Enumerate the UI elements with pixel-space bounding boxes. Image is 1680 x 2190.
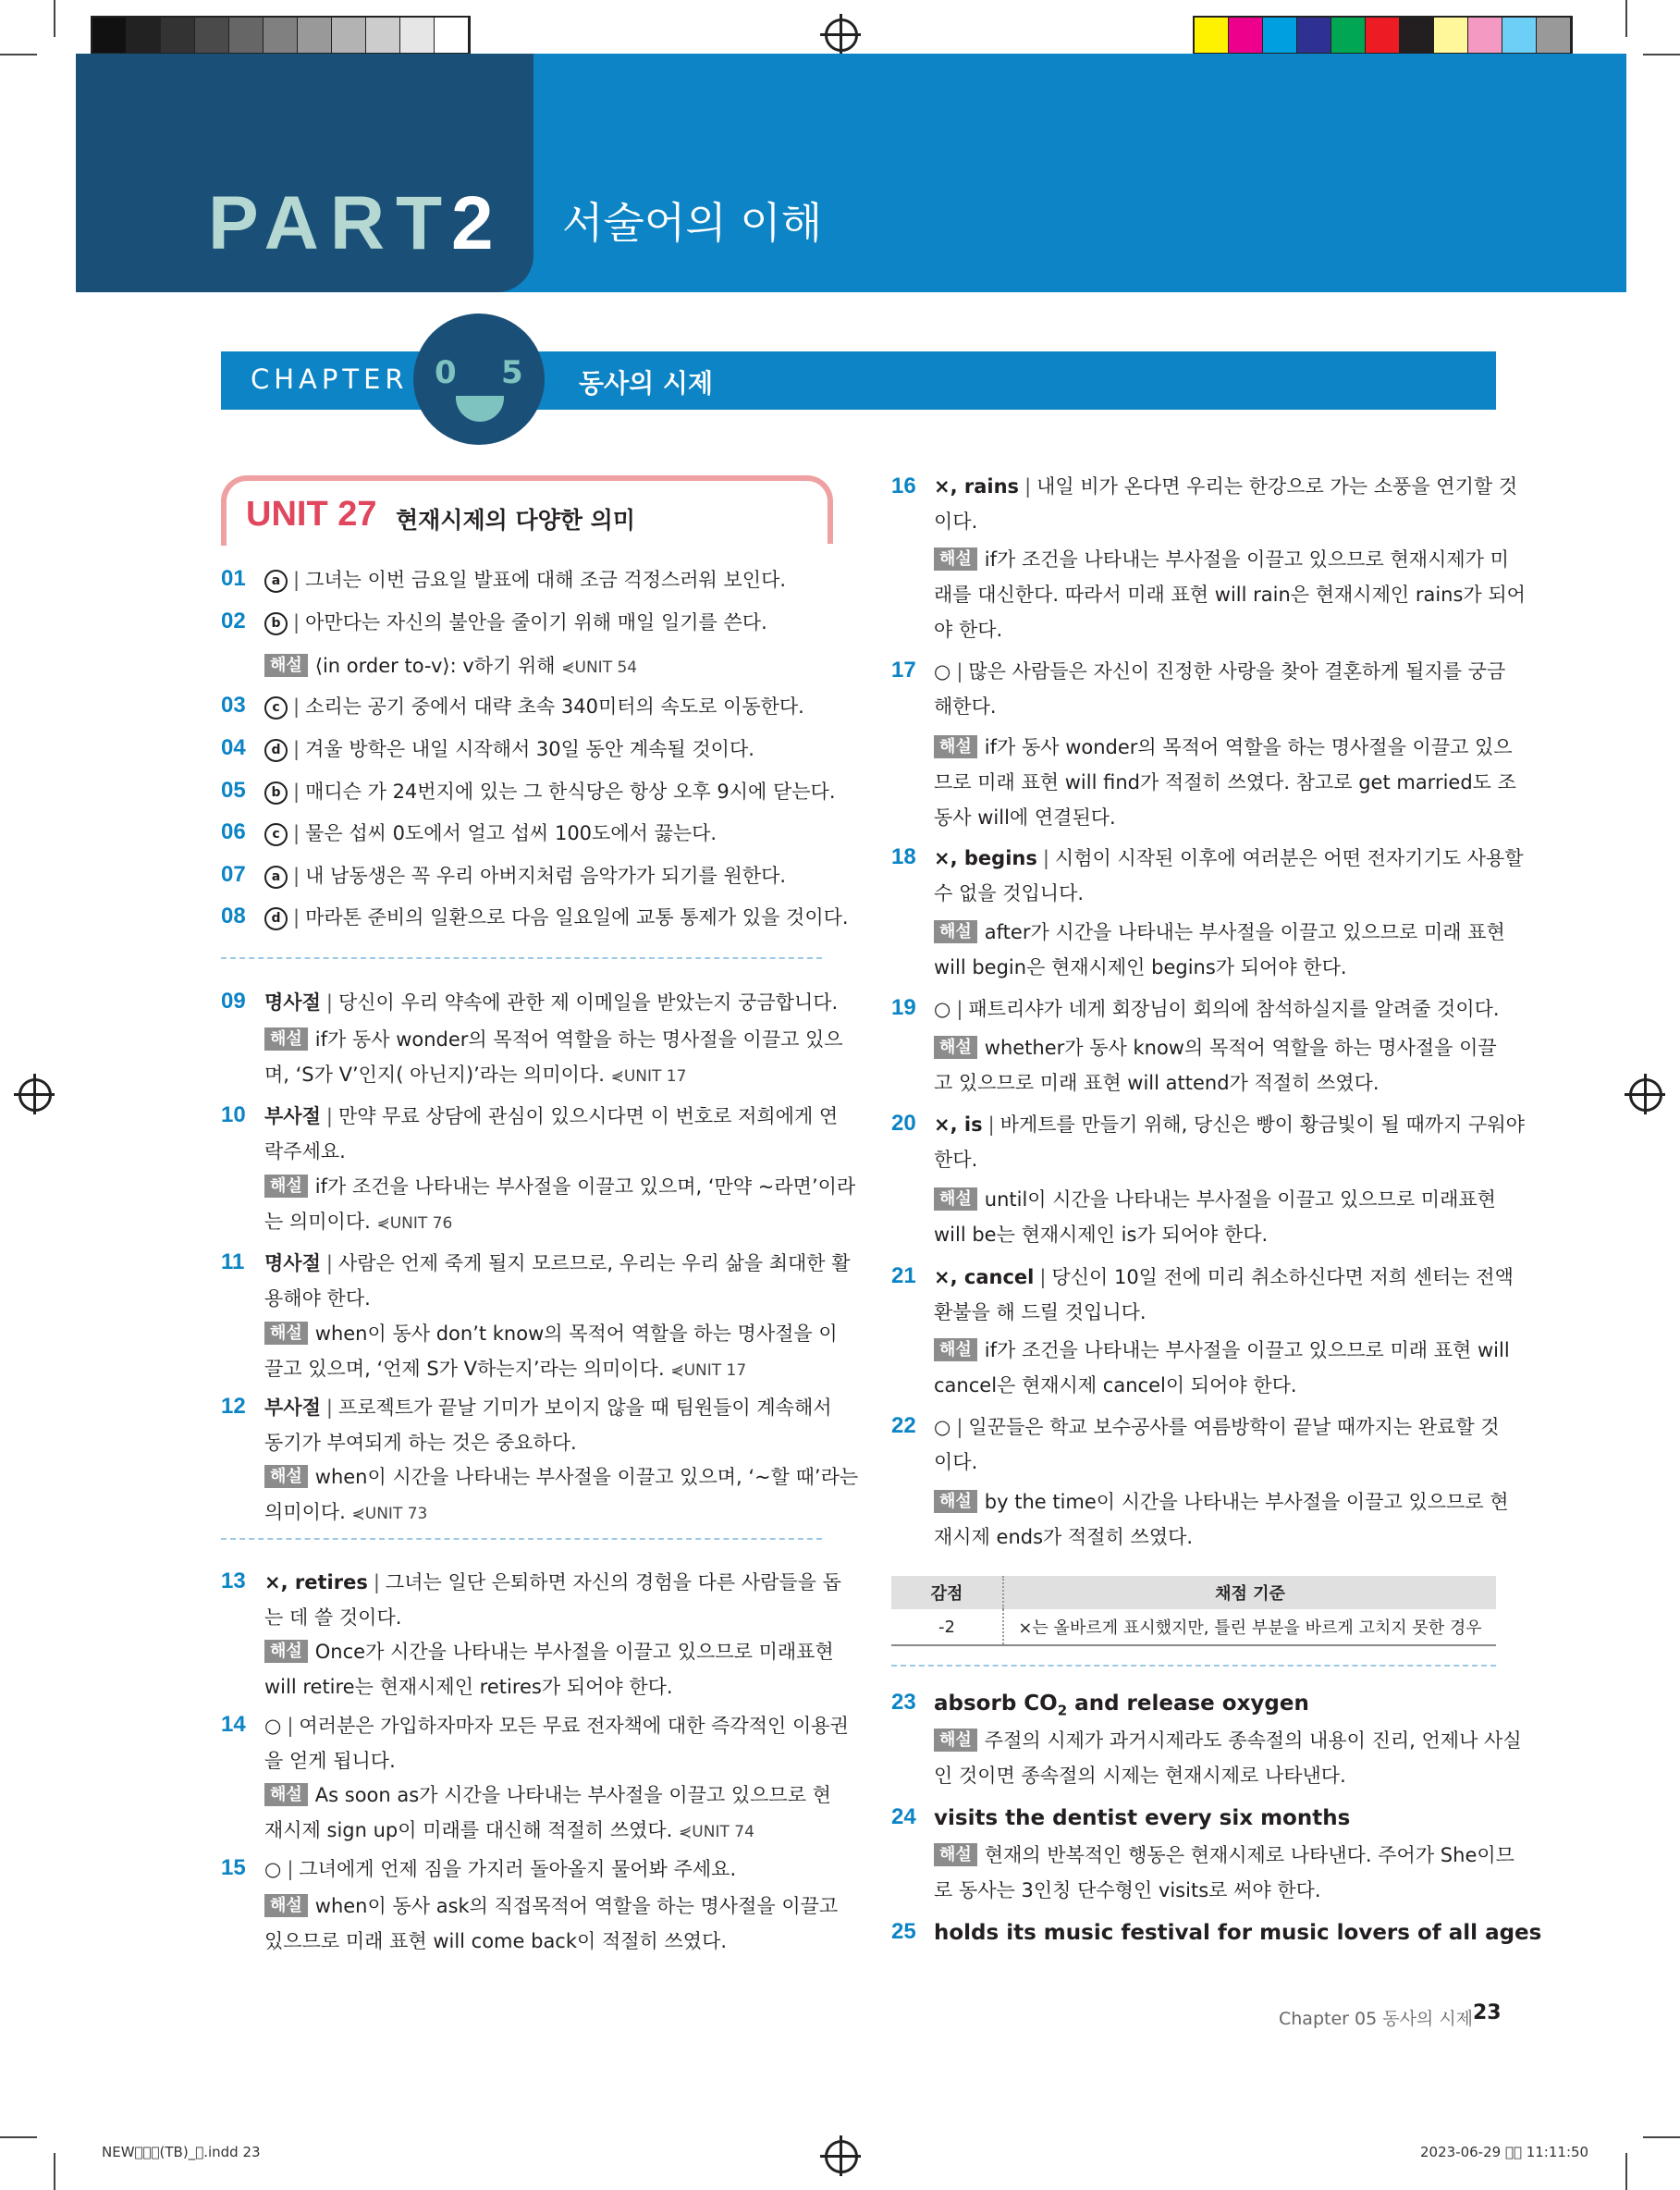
explanation-text: cancel은 현재시제 cancel이 되어야 한다. bbox=[934, 1374, 1297, 1396]
item-content bbox=[934, 1107, 1525, 1143]
explanation bbox=[264, 1634, 834, 1670]
answer-part: absorb CO bbox=[934, 1692, 1058, 1716]
item-content bbox=[934, 1915, 1541, 1951]
explanation bbox=[934, 1484, 1509, 1520]
explanation-tag: 해설 bbox=[264, 1465, 308, 1488]
page-number: 23 bbox=[1473, 2001, 1502, 2024]
answer: 부사절 bbox=[264, 1396, 321, 1419]
explanation bbox=[934, 915, 1505, 951]
item-number: 21 bbox=[891, 1263, 916, 1288]
item-content bbox=[264, 858, 786, 894]
translation: 해한다. bbox=[934, 695, 997, 718]
item-number: 12 bbox=[221, 1394, 246, 1419]
translation: 동기가 부여되게 하는 것은 중요하다. bbox=[264, 1432, 577, 1454]
explanation-line bbox=[264, 1924, 727, 1960]
explanation bbox=[934, 542, 1509, 578]
explanation-text: 재시제 ends가 적절히 쓰였다. bbox=[934, 1526, 1194, 1548]
explanation-line bbox=[934, 950, 1347, 986]
translation: 내일 비가 온다면 우리는 한강으로 가는 소풍을 연기할 것 bbox=[1036, 475, 1518, 498]
explanation-text: will begin은 현재시제인 begins가 되어야 한다. bbox=[934, 956, 1347, 978]
unit-reference-text: UNIT 74 bbox=[692, 1823, 754, 1841]
explanation-text: until이 시간을 나타내는 부사절을 이끌고 있으므로 미래표현 bbox=[984, 1188, 1496, 1211]
explanation-text: if가 동사 wonder의 목적어 역할을 하는 명사절을 이끌고 있으 bbox=[314, 1028, 843, 1051]
answer: ×, begins bbox=[934, 847, 1037, 869]
explanation-tag: 해설 bbox=[264, 1894, 308, 1917]
explanation bbox=[934, 1030, 1497, 1066]
translation: 는 데 쓸 것이다. bbox=[264, 1606, 402, 1629]
explanation-tag: 해설 bbox=[934, 1843, 977, 1866]
item-content bbox=[264, 1246, 851, 1282]
item-number: 02 bbox=[221, 609, 246, 634]
translation: 매디슨 가 24번지에 있는 그 한식당은 항상 오후 9시에 닫는다. bbox=[305, 781, 836, 803]
choice-mark: c bbox=[264, 696, 288, 720]
unit-reference-text: UNIT 54 bbox=[574, 658, 638, 677]
explanation-text: after가 시간을 나타내는 부사절을 이끌고 있으므로 미래 표현 bbox=[984, 921, 1505, 943]
item-content-line bbox=[934, 876, 1084, 912]
explanation-tag: 해설 bbox=[264, 1783, 308, 1806]
explanation-line bbox=[934, 1065, 1380, 1101]
chapter-number-digit: 0 bbox=[435, 354, 457, 391]
unit-reference-text: UNIT 73 bbox=[364, 1505, 428, 1523]
separator: | bbox=[293, 738, 300, 760]
registration-mark-top bbox=[825, 18, 858, 52]
crop-mark bbox=[54, 0, 55, 37]
separator: | bbox=[287, 1858, 294, 1880]
crop-mark bbox=[1643, 2136, 1680, 2138]
separator: | bbox=[325, 1252, 333, 1274]
explanation bbox=[264, 648, 637, 686]
section-divider bbox=[221, 957, 822, 959]
unit-reference: ⋞UNIT 73 bbox=[351, 1505, 428, 1523]
answer: holds its music festival for music lovers of all ages bbox=[934, 1921, 1542, 1945]
separator: | bbox=[293, 906, 300, 929]
crop-mark bbox=[1643, 54, 1680, 55]
item-number: 10 bbox=[221, 1102, 246, 1127]
explanation-text: ⟨in order to-v⟩: v하기 위해 bbox=[314, 655, 556, 677]
crop-mark bbox=[0, 54, 37, 55]
item-content bbox=[264, 1852, 736, 1888]
section-divider bbox=[221, 1538, 822, 1540]
section-divider bbox=[891, 1665, 1496, 1667]
separator: | bbox=[956, 1416, 963, 1438]
part-number: 2 bbox=[451, 181, 494, 265]
explanation-text: 는 의미이다. bbox=[264, 1211, 371, 1233]
explanation bbox=[264, 1459, 858, 1495]
item-number: 07 bbox=[221, 862, 246, 887]
unit-reference-text: UNIT 76 bbox=[389, 1214, 453, 1233]
translation: 그녀에게 언제 짐을 가지러 돌아올지 물어봐 주세요. bbox=[299, 1858, 737, 1880]
scoring-table bbox=[891, 1576, 1496, 1646]
item-content bbox=[934, 1260, 1514, 1296]
translation: 바게트를 만들기 위해, 당신은 빵이 황금빛이 될 때까지 구워야 bbox=[999, 1113, 1525, 1136]
separator: | bbox=[1024, 475, 1032, 498]
registration-mark-bottom bbox=[825, 2140, 858, 2173]
explanation-line bbox=[934, 800, 1116, 836]
separator: | bbox=[293, 822, 300, 844]
choice-mark: b bbox=[264, 612, 288, 635]
explanation-text: 므로 미래 표현 will find가 적절히 쓰였다. 참고로 get married도 조 bbox=[934, 771, 1516, 794]
item-number: 03 bbox=[221, 693, 246, 718]
translation: 용해야 한다. bbox=[264, 1287, 371, 1310]
item-content bbox=[934, 1409, 1500, 1446]
item-content bbox=[264, 816, 717, 852]
translation: 이다. bbox=[934, 1451, 978, 1473]
answer bbox=[934, 1692, 1309, 1719]
table-row bbox=[891, 1609, 1496, 1645]
explanation-line bbox=[934, 1758, 1346, 1794]
separator: | bbox=[373, 1571, 380, 1593]
separator: | bbox=[1039, 1266, 1047, 1288]
header-deduction: 감점 bbox=[891, 1576, 1003, 1609]
separator: | bbox=[325, 1396, 333, 1419]
separator: | bbox=[956, 660, 963, 683]
subscript: 2 bbox=[1057, 1702, 1068, 1719]
explanation bbox=[264, 1316, 838, 1352]
explanation-text: if가 조건을 나타내는 부사절을 이끌고 있으므로 미래 표현 will bbox=[984, 1339, 1510, 1361]
explanation-line bbox=[934, 612, 1002, 648]
item-content-line bbox=[264, 1743, 396, 1779]
translation: 프로젝트가 끝날 기미가 보이지 않을 때 팀원들이 계속해서 bbox=[337, 1396, 832, 1419]
explanation-text: will be는 현재시제인 is가 되어야 한다. bbox=[934, 1224, 1269, 1246]
part-title: 서술어의 이해 bbox=[562, 198, 823, 248]
explanation-text: if가 동사 wonder의 목적어 역할을 하는 명사절을 이끌고 있으 bbox=[984, 736, 1513, 758]
translation: 한다. bbox=[934, 1149, 978, 1171]
item-number: 15 bbox=[221, 1855, 246, 1880]
item-content-line bbox=[264, 1600, 401, 1636]
explanation-text: 며, ‘S가 V’인지( 아닌지)’라는 의미이다. bbox=[264, 1064, 605, 1086]
item-content bbox=[264, 562, 786, 598]
explanation-line bbox=[934, 1873, 1321, 1909]
item-content bbox=[264, 774, 836, 810]
explanation-tag: 해설 bbox=[934, 735, 977, 758]
item-number: 16 bbox=[891, 474, 916, 498]
registration-mark-right bbox=[1629, 1078, 1662, 1112]
explanation-text: 로 동사는 3인칭 단수형인 visits로 써야 한다. bbox=[934, 1879, 1321, 1901]
crop-mark bbox=[1625, 0, 1627, 37]
explanation-line bbox=[264, 1669, 673, 1705]
answer: 부사절 bbox=[264, 1105, 321, 1127]
explanation-text: when이 시간을 나타내는 부사절을 이끌고 있으며, ‘~할 때’라는 bbox=[314, 1466, 859, 1488]
explanation-text: 고 있으므로 미래 표현 will attend가 적절히 쓰였다. bbox=[934, 1072, 1380, 1094]
item-content-line bbox=[934, 689, 997, 725]
explanation-line bbox=[934, 1217, 1268, 1253]
answer: ○ bbox=[264, 1715, 282, 1737]
choice-mark: d bbox=[264, 907, 288, 930]
item-number: 20 bbox=[891, 1111, 916, 1136]
translation: 이다. bbox=[934, 511, 978, 533]
choice-mark: c bbox=[264, 823, 288, 846]
explanation-text: 있으므로 미래 표현 will come back이 적절히 쓰였다. bbox=[264, 1930, 728, 1952]
choice-mark: a bbox=[264, 866, 288, 889]
item-content-line bbox=[264, 1425, 577, 1461]
translation: 락주세요. bbox=[264, 1140, 346, 1163]
explanation-text: when이 동사 ask의 직접목적어 역할을 하는 명사절을 이끌고 bbox=[314, 1895, 839, 1917]
explanation bbox=[934, 1333, 1510, 1369]
answer: ○ bbox=[934, 998, 951, 1020]
explanation-text: 동사 will에 연결된다. bbox=[934, 806, 1116, 829]
translation: 그녀는 이번 금요일 발표에 대해 조금 걱정스러워 보인다. bbox=[305, 569, 787, 591]
item-number: 09 bbox=[221, 989, 246, 1014]
separator: | bbox=[325, 991, 333, 1014]
explanation-line bbox=[264, 1351, 746, 1389]
explanation-tag: 해설 bbox=[934, 1729, 977, 1752]
explanation bbox=[934, 1838, 1514, 1874]
translation: 수 없을 것입니다. bbox=[934, 882, 1085, 904]
item-content bbox=[264, 605, 767, 641]
choice-mark: d bbox=[264, 739, 288, 762]
scoring-table-header bbox=[891, 1576, 1496, 1609]
answer: ×, is bbox=[934, 1113, 983, 1136]
explanation-tag: 해설 bbox=[264, 654, 308, 677]
choice-mark: a bbox=[264, 570, 288, 593]
answer: ○ bbox=[934, 660, 951, 683]
print-slug-timestamp: 2023-06-29    11:11:50 bbox=[1420, 2144, 1589, 2160]
item-content-line bbox=[264, 1134, 346, 1170]
item-content-line bbox=[934, 504, 977, 540]
item-number: 05 bbox=[221, 778, 246, 803]
unit-reference: ⋞UNIT 17 bbox=[610, 1067, 687, 1086]
item-content bbox=[264, 1708, 849, 1744]
item-content bbox=[934, 654, 1505, 690]
choice-mark: b bbox=[264, 781, 288, 805]
explanation-tag: 해설 bbox=[934, 1490, 977, 1513]
translation: 내 남동생은 꼭 우리 아버지처럼 음악가가 되기를 원한다. bbox=[305, 865, 787, 887]
item-number: 17 bbox=[891, 658, 916, 683]
unit-title: 현재시제의 다양한 의미 bbox=[396, 507, 635, 534]
explanation-line bbox=[934, 1519, 1193, 1556]
unit-reference: ⋞UNIT 74 bbox=[679, 1823, 754, 1841]
separator: | bbox=[1042, 847, 1049, 869]
deduction-cell: -2 bbox=[891, 1609, 1003, 1645]
separator: | bbox=[293, 569, 300, 591]
translation: 아만다는 자신의 불안을 줄이기 위해 매일 일기를 쓴다. bbox=[305, 611, 767, 634]
unit-reference: ⋞UNIT 17 bbox=[670, 1361, 747, 1380]
item-content bbox=[934, 991, 1500, 1027]
explanation-tag: 해설 bbox=[934, 920, 977, 943]
explanation bbox=[934, 1182, 1496, 1218]
grayscale-color-bar bbox=[91, 16, 471, 55]
answer: visits the dentist every six months bbox=[934, 1806, 1351, 1830]
explanation-tag: 해설 bbox=[264, 1027, 308, 1051]
item-number: 18 bbox=[891, 844, 916, 869]
explanation-tag: 해설 bbox=[934, 548, 977, 571]
print-slug-filename: NEW   (TB)_ .indd 23 bbox=[102, 2144, 261, 2160]
footer-chapter-label: Chapter 05 동사의 시제 bbox=[1279, 2009, 1474, 2029]
explanation-tag: 해설 bbox=[934, 1338, 977, 1361]
answer: ×, rains bbox=[934, 475, 1020, 498]
item-number: 06 bbox=[221, 819, 246, 844]
translation: 겨울 방학은 내일 시작해서 30일 동안 계속될 것이다. bbox=[305, 738, 754, 760]
answer: ×, cancel bbox=[934, 1266, 1035, 1288]
unit-reference-text: UNIT 17 bbox=[683, 1361, 747, 1380]
translation: 패트리샤가 네게 회장님이 회의에 참석하실지를 알려줄 것이다. bbox=[968, 998, 1500, 1020]
explanation-text: As soon as가 시간을 나타내는 부사절을 이끌고 있으므로 현 bbox=[314, 1784, 831, 1806]
answer: 명사절 bbox=[264, 991, 321, 1014]
translation: 을 얻게 됩니다. bbox=[264, 1750, 396, 1772]
separator: | bbox=[293, 695, 300, 718]
explanation-text: if가 조건을 나타내는 부사절을 이끌고 있으므로 현재시제가 미 bbox=[984, 548, 1509, 571]
crop-mark bbox=[1625, 2153, 1627, 2190]
explanation bbox=[264, 1169, 855, 1205]
explanation bbox=[264, 1778, 831, 1814]
explanation-text: 주절의 시제가 과거시제라도 종속절의 내용이 진리, 언제나 사실 bbox=[984, 1729, 1522, 1752]
explanation-text: 의미이다. bbox=[264, 1501, 346, 1523]
explanation-text: if가 조건을 나타내는 부사절을 이끌고 있으며, ‘만약 ~라면’이라 bbox=[314, 1175, 856, 1198]
item-number: 24 bbox=[891, 1804, 916, 1829]
unit-reference-text: UNIT 17 bbox=[623, 1067, 687, 1086]
unit-reference: ⋞UNIT 76 bbox=[376, 1214, 453, 1233]
explanation-line bbox=[934, 765, 1516, 801]
translation: 당신이 우리 약속에 관한 제 이메일을 받았는지 궁금합니다. bbox=[337, 991, 839, 1014]
item-number: 23 bbox=[891, 1690, 916, 1715]
item-content bbox=[264, 732, 754, 768]
item-number: 01 bbox=[221, 566, 246, 591]
header-criteria: 채점 기준 bbox=[1003, 1576, 1496, 1609]
item-content bbox=[264, 1565, 841, 1601]
item-content bbox=[934, 469, 1517, 505]
registration-mark-left bbox=[18, 1078, 52, 1112]
explanation-text: will retire는 현재시제인 retires가 되어야 한다. bbox=[264, 1676, 673, 1698]
translation: 사람은 언제 죽게 될지 모르므로, 우리는 우리 삶을 최대한 활 bbox=[337, 1252, 851, 1274]
item-content-line bbox=[934, 1445, 977, 1481]
explanation-line bbox=[934, 1368, 1297, 1404]
explanation bbox=[264, 1889, 838, 1925]
separator: | bbox=[293, 865, 300, 887]
explanation-text: when이 동사 don’t know의 목적어 역할을 하는 명사절을 이 bbox=[314, 1323, 838, 1345]
item-number: 04 bbox=[221, 735, 246, 760]
item-content bbox=[264, 900, 849, 936]
item-content bbox=[264, 1390, 832, 1426]
explanation-text: by the time이 시간을 나타내는 부사절을 이끌고 있으므로 현 bbox=[984, 1491, 1509, 1513]
explanation-line bbox=[934, 577, 1526, 613]
explanation-line bbox=[264, 1495, 427, 1532]
explanation-text: 인 것이면 종속절의 시제는 현재시제로 나타낸다. bbox=[934, 1765, 1346, 1787]
explanation-tag: 해설 bbox=[264, 1322, 308, 1345]
item-number: 14 bbox=[221, 1712, 246, 1737]
item-content-line bbox=[934, 1295, 1147, 1331]
separator: | bbox=[956, 998, 963, 1020]
explanation-line bbox=[264, 1813, 754, 1851]
translation: 물은 섭씨 0도에서 얼고 섭씨 100도에서 끓는다. bbox=[305, 822, 717, 844]
crop-mark bbox=[0, 2136, 37, 2138]
translation: 일꾼들은 학교 보수공사를 여름방학이 끝날 때까지는 완료할 것 bbox=[968, 1416, 1500, 1438]
translation: 환불을 해 드릴 것입니다. bbox=[934, 1301, 1147, 1323]
explanation-text: 재시제 sign up이 미래를 대신해 적절히 쓰였다. bbox=[264, 1819, 673, 1841]
explanation-text: Once가 시간을 나타내는 부사절을 이끌고 있으므로 미래표현 bbox=[314, 1641, 834, 1663]
explanation-tag: 해설 bbox=[264, 1640, 308, 1663]
translation: 그녀는 일단 은퇴하면 자신의 경험을 다른 사람들을 돕 bbox=[385, 1571, 841, 1593]
item-content bbox=[264, 1099, 838, 1135]
translation: 당신이 10일 전에 미리 취소하신다면 저희 센터는 전액 bbox=[1051, 1266, 1514, 1288]
item-number: 25 bbox=[891, 1919, 916, 1944]
item-content bbox=[934, 841, 1524, 877]
item-content bbox=[934, 1801, 1350, 1837]
separator: | bbox=[325, 1105, 333, 1127]
crop-mark bbox=[54, 2153, 55, 2190]
translation: 만약 무료 상담에 관심이 있으시다면 이 번호로 저희에게 연 bbox=[337, 1105, 839, 1127]
explanation bbox=[934, 730, 1513, 766]
answer: ○ bbox=[264, 1858, 282, 1880]
answer: 명사절 bbox=[264, 1252, 321, 1274]
explanation-line bbox=[264, 1204, 452, 1242]
explanation bbox=[264, 1022, 843, 1058]
translation: 시험이 시작된 이후에 여러분은 어떤 전자기기도 사용할 bbox=[1054, 847, 1524, 869]
criterion-cell: ×는 올바르게 표시했지만, 틀린 부분을 바르게 고치지 못한 경우 bbox=[1003, 1609, 1496, 1645]
answer-part: and release oxygen bbox=[1067, 1692, 1309, 1716]
translation: 많은 사람들은 자신이 진정한 사랑을 찾아 결혼하게 될지를 궁금 bbox=[968, 660, 1506, 683]
chapter-number-digit: 5 bbox=[501, 354, 523, 391]
explanation-text: whether가 동사 know의 목적어 역할을 하는 명사절을 이끌 bbox=[984, 1037, 1497, 1059]
explanation-text: 야 한다. bbox=[934, 619, 1003, 641]
separator: | bbox=[293, 611, 300, 634]
explanation-text: 래를 대신한다. 따라서 미래 표현 will rain은 현재시제인 rains가 되어 bbox=[934, 584, 1526, 606]
separator: | bbox=[287, 1715, 294, 1737]
part-label: PART bbox=[208, 181, 454, 265]
item-number: 19 bbox=[891, 995, 916, 1020]
translation: 여러분은 가입하자마자 모든 무료 전자책에 대한 즉각적인 이용권 bbox=[299, 1715, 849, 1737]
answer: ×, retires bbox=[264, 1571, 368, 1593]
item-number: 11 bbox=[221, 1249, 245, 1274]
explanation bbox=[934, 1723, 1522, 1759]
separator: | bbox=[987, 1113, 995, 1136]
chapter-title: 동사의 시제 bbox=[579, 368, 713, 399]
separator: | bbox=[293, 781, 300, 803]
explanation-text: 현재의 반복적인 행동은 현재시제로 나타낸다. 주어가 She이므 bbox=[984, 1844, 1514, 1866]
item-content bbox=[264, 689, 804, 725]
item-content-line bbox=[264, 1281, 371, 1317]
item-content-line bbox=[934, 1142, 977, 1178]
cmyk-color-bar bbox=[1193, 16, 1573, 55]
explanation-tag: 해설 bbox=[264, 1175, 308, 1198]
unit-reference: ⋞UNIT 54 bbox=[561, 658, 638, 677]
translation: 소리는 공기 중에서 대략 초속 340미터의 속도로 이동한다. bbox=[305, 695, 804, 718]
item-number: 13 bbox=[221, 1569, 246, 1593]
explanation-tag: 해설 bbox=[934, 1187, 977, 1211]
chapter-label: CHAPTER bbox=[251, 363, 409, 395]
explanation-text: 끌고 있으며, ‘언제 S가 V하는지’라는 의미이다. bbox=[264, 1358, 665, 1380]
translation: 마라톤 준비의 일환으로 다음 일요일에 교통 통제가 있을 것이다. bbox=[305, 906, 849, 929]
unit-label: UNIT 27 bbox=[246, 495, 377, 534]
chapter-bar bbox=[221, 351, 1496, 410]
explanation-tag: 해설 bbox=[934, 1036, 977, 1059]
explanation-line bbox=[264, 1057, 686, 1095]
answer: ○ bbox=[934, 1416, 951, 1438]
item-number: 08 bbox=[221, 904, 246, 929]
item-number: 22 bbox=[891, 1413, 916, 1438]
item-content bbox=[264, 985, 838, 1021]
